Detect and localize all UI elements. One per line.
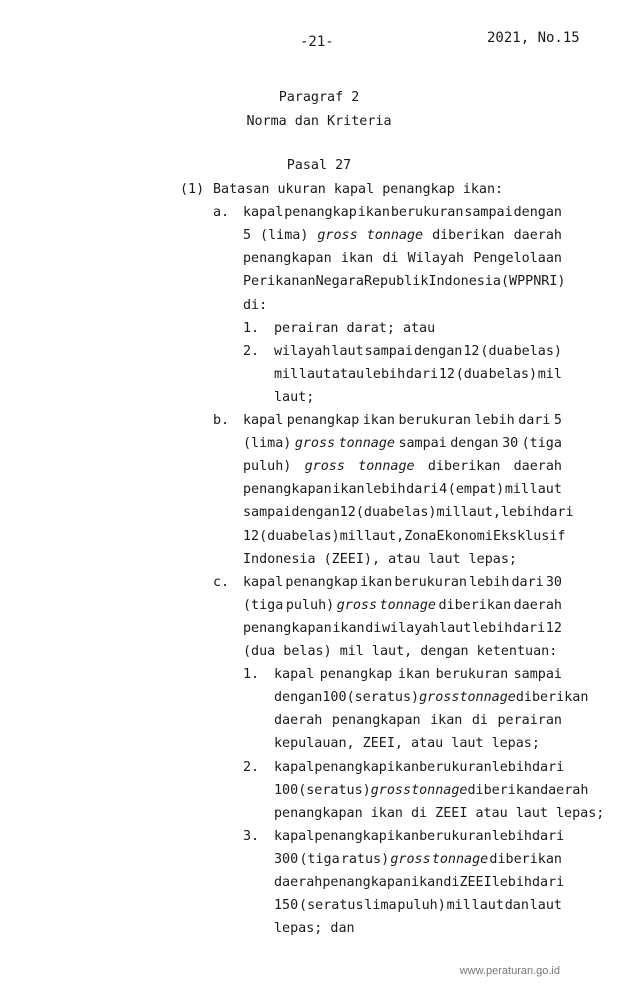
subitem-line: kepulauan, ZEEI, atau laut lepas; bbox=[274, 736, 540, 752]
paragraph-label: Paragraf 2 bbox=[278, 90, 360, 105]
item-line: (tiga puluh) gross tonnage diberikan daerah bbox=[243, 597, 562, 613]
document-reference: 2021, No.15 bbox=[487, 30, 580, 46]
subitem-line: lepas; dan bbox=[274, 921, 355, 937]
item-line: 5 (lima) gross tonnage diberikan daerah bbox=[243, 228, 562, 244]
item-line: puluh) gross tonnage diberikan daerah bbox=[243, 459, 562, 475]
item-line: kapal penangkap ikan berukuran lebih dari 30 bbox=[243, 574, 562, 590]
subitem-line: mil laut atau lebih dari 12 (dua belas) mil bbox=[274, 366, 562, 382]
footer-source: www.peraturan.go.id bbox=[459, 965, 560, 977]
subitem-line: kapal penangkap ikan berukuran sampai bbox=[274, 667, 562, 683]
page-number: -21- bbox=[300, 34, 334, 50]
item-line: 12 (dua belas) mil laut, Zona Ekonomi Eksklusif bbox=[243, 528, 566, 544]
subitem-line: wilayah laut sampai dengan 12 (dua belas) bbox=[274, 343, 562, 359]
subitem-line: 150 (seratus lima puluh) mil laut dan laut bbox=[274, 898, 562, 914]
subitem-line: daerah penangkapan ikan di ZEEI lebih dari bbox=[274, 875, 565, 890]
subitem-line: 300 (tiga ratus) gross tonnage diberikan bbox=[274, 851, 562, 867]
list-marker: 3. bbox=[243, 828, 260, 844]
item-line: penangkapan ikan lebih dari 4 (empat) mil laut bbox=[243, 482, 562, 498]
list-marker: c. bbox=[213, 574, 230, 590]
paragraph-title: Norma dan Kriteria bbox=[246, 114, 392, 129]
item-line: (lima) gross tonnage sampai dengan 30 (tiga bbox=[243, 436, 562, 452]
item-line: Perikanan Negara Republik Indonesia (WPPNRI) bbox=[243, 274, 566, 290]
item-line: kapal penangkap ikan berukuran sampai dengan bbox=[243, 205, 562, 221]
item-line: penangkapan ikan di wilayah laut lebih dari 12 bbox=[243, 620, 562, 636]
article-label: Pasal 27 bbox=[286, 158, 352, 173]
subitem-line: penangkapan ikan di ZEEI atau laut lepas; bbox=[274, 805, 605, 821]
subitem-line: kapal penangkap ikan berukuran lebih dari bbox=[274, 759, 565, 775]
clause-text: Batasan ukuran kapal penangkap ikan: bbox=[213, 182, 504, 197]
subitem-line: dengan 100 (seratus) gross tonnage diberikan bbox=[274, 690, 589, 706]
list-marker: 1. bbox=[243, 320, 260, 336]
list-marker: (1) bbox=[180, 182, 205, 197]
subitem-line: daerah penangkapan ikan di perairan bbox=[274, 713, 562, 729]
list-marker: b. bbox=[213, 413, 230, 428]
subitem-line: 100 (seratus) gross tonnage diberikan daerah bbox=[274, 782, 589, 798]
list-marker: 2. bbox=[243, 759, 260, 775]
item-line: kapal penangkap ikan berukuran lebih dari 5 bbox=[243, 413, 562, 428]
subitem-line: kapal penangkap ikan berukuran lebih dari bbox=[274, 828, 565, 844]
subitem-line: laut; bbox=[274, 389, 315, 405]
item-line: penangkapan ikan di Wilayah Pengelolaan bbox=[243, 251, 562, 267]
subitem-line: perairan darat; atau bbox=[274, 320, 436, 336]
list-marker: 1. bbox=[243, 667, 260, 683]
item-line: di: bbox=[243, 297, 268, 313]
item-line: sampai dengan 12 (dua belas) mil laut, lebih dari bbox=[243, 505, 574, 521]
item-line: Indonesia (ZEEI), atau laut lepas; bbox=[243, 551, 517, 567]
list-marker: 2. bbox=[243, 343, 260, 359]
list-marker: a. bbox=[213, 205, 230, 221]
item-line: (dua belas) mil laut, dengan ketentuan: bbox=[243, 644, 558, 659]
